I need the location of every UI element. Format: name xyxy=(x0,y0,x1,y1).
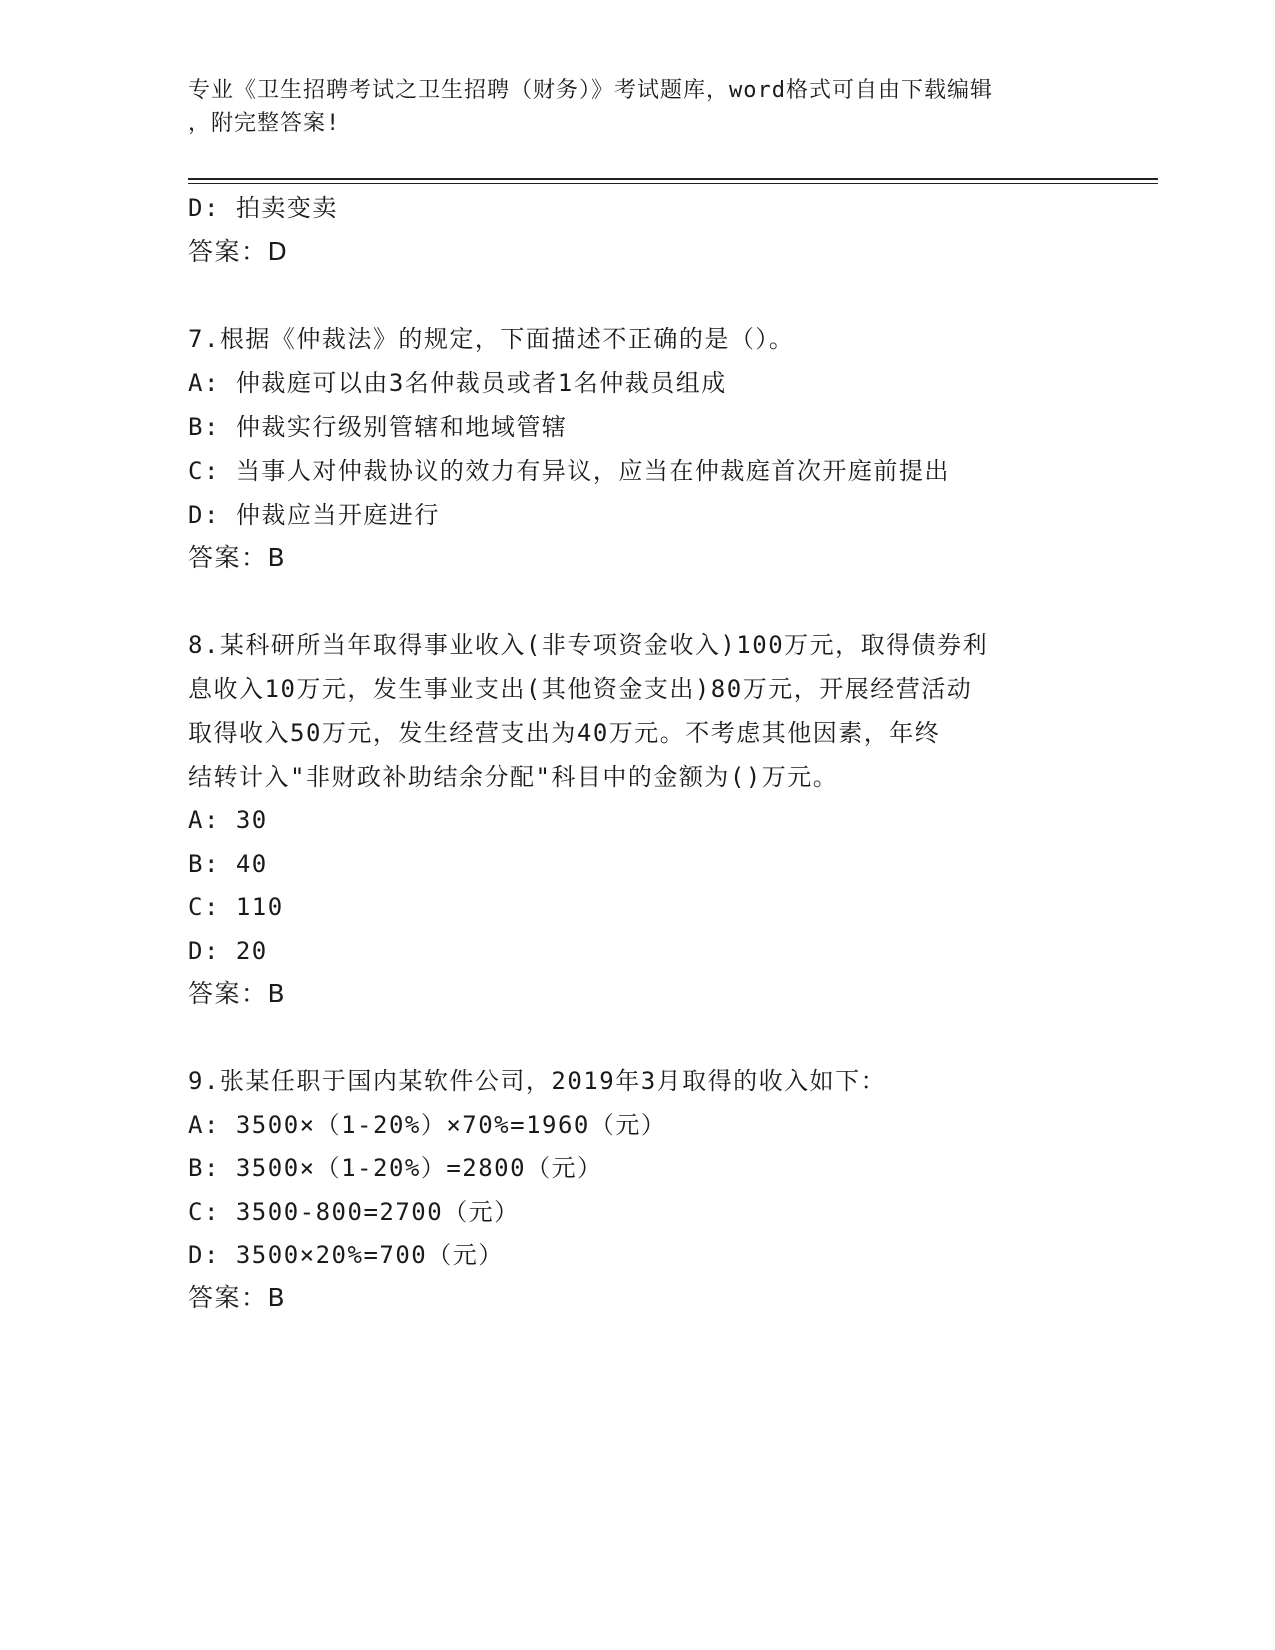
q7-stem: 7.根据《仲裁法》的规定，下面描述不正确的是（）。 xyxy=(188,325,795,353)
q8-option-a: A: 30 xyxy=(188,806,268,834)
q9-option-c: C: 3500-800=2700（元） xyxy=(188,1198,520,1226)
q6-option-d: D: 拍卖变卖 xyxy=(188,194,338,222)
q8-stem-line-4: 结转计入"非财政补助结余分配"科目中的金额为()万元。 xyxy=(188,763,839,791)
q6-answer: 答案：D xyxy=(188,237,289,266)
q7-answer: 答案：B xyxy=(188,543,287,572)
q8-stem-line-3: 取得收入50万元，发生经营支出为40万元。不考虑其他因素，年终 xyxy=(188,719,941,747)
q8-option-d: D: 20 xyxy=(188,937,268,965)
header-divider-thin xyxy=(188,183,1158,184)
q9-option-d: D: 3500×20%=700（元） xyxy=(188,1241,504,1269)
q8-option-b: B: 40 xyxy=(188,850,268,878)
header-line-2: ，附完整答案! xyxy=(188,111,341,136)
q7-option-d: D: 仲裁应当开庭进行 xyxy=(188,501,440,529)
q7-option-c: C: 当事人对仲裁协议的效力有异议，应当在仲裁庭首次开庭前提出 xyxy=(188,457,950,485)
q9-stem: 9.张某任职于国内某软件公司，2019年3月取得的收入如下： xyxy=(188,1067,887,1095)
q9-answer: 答案：B xyxy=(188,1283,287,1312)
header-divider-thick xyxy=(188,178,1158,180)
header-line-1: 专业《卫生招聘考试之卫生招聘（财务）》考试题库，word格式可自由下载编辑 xyxy=(188,78,993,103)
q7-option-b: B: 仲裁实行级别管辖和地域管辖 xyxy=(188,413,568,441)
document-header xyxy=(188,74,1088,140)
q8-stem-line-1: 8.某科研所当年取得事业收入(非专项资金收入)100万元，取得债券利 xyxy=(188,631,989,659)
q8-answer: 答案：B xyxy=(188,979,287,1008)
q9-option-b: B: 3500×（1-20%）=2800（元） xyxy=(188,1154,603,1182)
q8-stem-line-2: 息收入10万元，发生事业支出(其他资金支出)80万元，开展经营活动 xyxy=(188,675,973,703)
q8-option-c: C: 110 xyxy=(188,893,284,921)
q7-option-a: A: 仲裁庭可以由3名仲裁员或者1名仲裁员组成 xyxy=(188,369,727,397)
q9-option-a: A: 3500×（1-20%）×70%=1960（元） xyxy=(188,1111,667,1139)
